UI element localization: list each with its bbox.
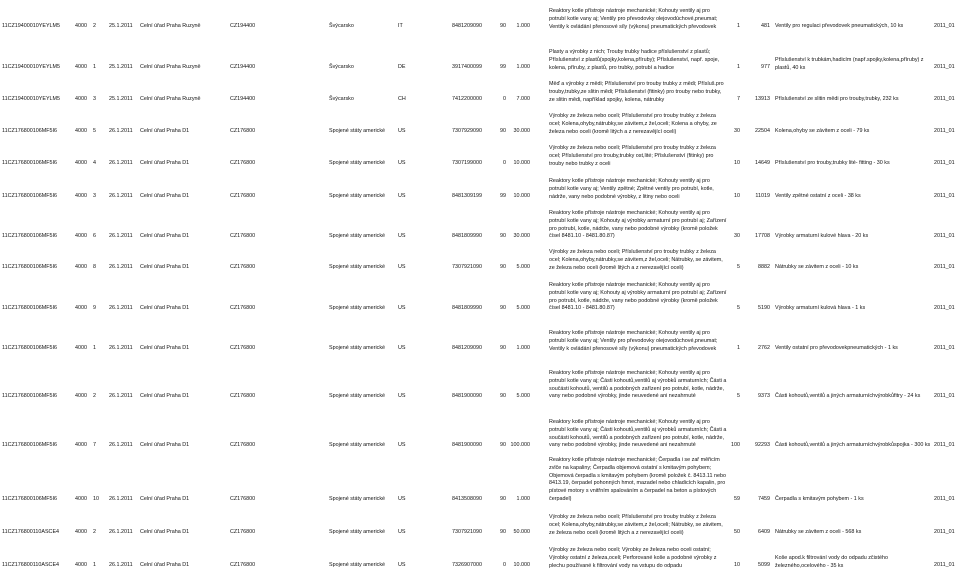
cell-n3: 5099 xyxy=(758,562,770,568)
cell-description: Reaktory kotle přístroje nástroje mechanické; Kohouty ventily aj pro potrubí kotle vany aj; Ventily zpětné; Zpětné ventily pro potrubí, kotle, nádrže, vany nebo podobné výrobky, z litiny nebo oceli xyxy=(549,178,714,200)
cell-cz: CZ176800 xyxy=(230,393,256,399)
cell-country: Švýcarsko xyxy=(329,23,354,29)
cell-val: 7.000 xyxy=(516,96,530,102)
cell-n1: 0 xyxy=(503,96,506,102)
cell-a: 4000 xyxy=(75,96,87,102)
cell-b: 8 xyxy=(93,264,96,270)
cell-cc: CH xyxy=(398,96,406,102)
cell-val: 10.000 xyxy=(513,562,530,568)
cell-n3: 7459 xyxy=(758,496,770,502)
cell-cc: US xyxy=(398,393,406,399)
cell-country: Spojené státy americké xyxy=(329,160,386,166)
cell-b: 2 xyxy=(93,529,96,535)
cell-description: Výrobky ze železa nebo oceli; Příslušenství pro trouby trubky z železa ocel; Příslušenství pro trouby,trubky ost,lité; Příslušenství (fitinky) pro trouby nebo trubky z oceli xyxy=(549,145,716,167)
cell-office: Celní úřad Praha Ruzyně xyxy=(140,64,201,70)
cell-note: Příslušenství pro trouby,trubky lité- fitting - 30 ks xyxy=(775,160,890,166)
cell-yr: 2011_01 xyxy=(934,264,955,270)
cell-b: 3 xyxy=(93,96,96,102)
cell-office: Celní úřad Praha D1 xyxy=(140,393,190,399)
cell-note: Nátrubky se závitem z oceli - 10 ks xyxy=(775,264,859,270)
cell-n3: 13913 xyxy=(755,96,770,102)
cell-val: 5.000 xyxy=(516,264,530,270)
cell-note: Příslušenství ze slitin mědi pro trouby,trubky, 232 ks xyxy=(775,96,899,102)
cell-a: 4000 xyxy=(75,64,87,70)
cell-id: 11CZ176800106MF5I6 xyxy=(2,393,58,399)
cell-note: Nátrubky se závitem z oceli - 568 ks xyxy=(775,529,862,535)
cell-cc: US xyxy=(398,233,406,239)
cell-hs: 8481809990 xyxy=(452,305,482,311)
cell-cz: CZ176800 xyxy=(230,128,256,134)
cell-n1: 99 xyxy=(500,193,506,199)
cell-n3: 11019 xyxy=(755,193,770,199)
cell-cz: CZ194400 xyxy=(230,64,256,70)
cell-cz: CZ176800 xyxy=(230,264,256,270)
cell-n3: 14649 xyxy=(755,160,770,166)
cell-cc: US xyxy=(398,496,406,502)
cell-country: Spojené státy americké xyxy=(329,496,386,502)
cell-cc: US xyxy=(398,345,406,351)
cell-office: Celní úřad Praha D1 xyxy=(140,233,190,239)
cell-description: Reaktory kotle přístroje nástroje mechanické; Kohouty ventily aj pro potrubí kotle vany aj; Ventily pro převodovky olejovodúchové,pneumat; Ventily k ovládání přenosové síly (výkonu) pneumatických převodovek xyxy=(549,330,718,352)
cell-n1: 90 xyxy=(500,393,506,399)
cell-b: 9 xyxy=(93,305,96,311)
cell-hs: 8481209090 xyxy=(452,345,482,351)
cell-description: Reaktory kotle přístroje nástroje mechanické; Kohouty ventily aj pro potrubí kotle vany aj; Ventily pro převodovky olejovodúchové,pneumat; Ventily k ovládání přenosové síly (výkonu) pneumatických převodovek xyxy=(549,8,718,30)
cell-n1: 90 xyxy=(500,496,506,502)
cell-cc: DE xyxy=(398,64,406,70)
cell-a: 4000 xyxy=(75,529,87,535)
cell-date: 26.1.2011 xyxy=(109,160,133,166)
cell-cc: US xyxy=(398,442,406,448)
cell-country: Spojené státy americké xyxy=(329,305,386,311)
cell-hs: 8481809990 xyxy=(452,233,482,239)
cell-id: 11CZ176800106MF5I6 xyxy=(2,128,58,134)
cell-id: 11CZ176800106MF5I6 xyxy=(2,193,58,199)
cell-n2: 30 xyxy=(734,233,740,239)
cell-date: 26.1.2011 xyxy=(109,562,133,568)
cell-n1: 0 xyxy=(503,160,506,166)
cell-val: 30.000 xyxy=(513,233,530,239)
cell-n1: 90 xyxy=(500,529,506,535)
cell-id: 11CZ19400010YEYLM5 xyxy=(2,96,61,102)
cell-cc: US xyxy=(398,128,406,134)
cell-n3: 6409 xyxy=(758,529,770,535)
cell-id: 11CZ176800106MF5I6 xyxy=(2,233,58,239)
cell-country: Spojené státy americké xyxy=(329,345,386,351)
cell-n1: 90 xyxy=(500,233,506,239)
cell-b: 7 xyxy=(93,442,96,448)
cell-a: 4000 xyxy=(75,305,87,311)
cell-cc: US xyxy=(398,160,406,166)
cell-n3: 8882 xyxy=(758,264,770,270)
cell-a: 4000 xyxy=(75,193,87,199)
cell-office: Celní úřad Praha D1 xyxy=(140,529,190,535)
cell-country: Spojené státy americké xyxy=(329,529,386,535)
cell-n3: 2762 xyxy=(758,345,770,351)
cell-hs: 7307199000 xyxy=(452,160,482,166)
cell-office: Celní úřad Praha D1 xyxy=(140,496,190,502)
cell-description: Reaktory kotle přístroje nástroje mechanické; Čerpadla i se zař měřicím zvlče na kapaliny; Čerpadla objemová ostatní s kmitavým pohybem; Objemová čerpadla s kmitavým pohybem (kromě položek č. 8413.11 nebo 8413.19, čerpadel pohonných hmot, mazadel nebo chladicích kapalin, pro pístové motory s vnitřním spalováním a čerpadel na beton a pístových čerpadel) xyxy=(549,457,726,502)
cell-b: 2 xyxy=(93,23,96,29)
cell-cz: CZ176800 xyxy=(230,233,256,239)
cell-description: Výrobky ze železa nebo oceli; Příslušenství pro trouby trubky z železa ocel; Kolena,ohyby,nátrubky,se závitem,z žel,oceli; Nátrubky, se závitem, ze železa nebo oceli (kromě litých a z nerezavějící oceli) xyxy=(549,249,723,271)
cell-country: Švýcarsko xyxy=(329,64,354,70)
cell-b: 10 xyxy=(93,496,99,502)
cell-cc: US xyxy=(398,529,406,535)
cell-country: Spojené státy americké xyxy=(329,233,386,239)
cell-yr: 2011_01 xyxy=(934,96,955,102)
cell-n1: 90 xyxy=(500,23,506,29)
cell-note: Výrobky armaturní kulová hlava - 1 ks xyxy=(775,305,866,311)
cell-n2: 1 xyxy=(737,64,740,70)
cell-cz: CZ176800 xyxy=(230,529,256,535)
cell-a: 4000 xyxy=(75,160,87,166)
cell-cz: CZ176800 xyxy=(230,193,256,199)
cell-description: Výrobky ze železa nebo oceli; Příslušenství pro trouby trubky z železa ocel; Kolena,ohyby,nátrubky,se závitem,z žel,oceli; Nátrubky, se závitem, ze železa nebo oceli (kromě litých a z nerezavějící oceli) xyxy=(549,514,723,536)
cell-cz: CZ194400 xyxy=(230,23,256,29)
cell-a: 4000 xyxy=(75,233,87,239)
cell-a: 4000 xyxy=(75,562,87,568)
cell-description: Výrobky ze železa nebo oceli; Výrobky ze železa nebo oceli ostatní; Výrobky ostatní z železa,oceli; Perforované koše a podobné výrobky z plechu používané k filtrování vody na vstupu do odpadu xyxy=(549,547,717,569)
cell-n3: 17708 xyxy=(755,233,770,239)
cell-a: 4000 xyxy=(75,23,87,29)
cell-cz: CZ176800 xyxy=(230,305,256,311)
cell-val: 1.000 xyxy=(516,23,530,29)
cell-n1: 90 xyxy=(500,264,506,270)
cell-id: 11CZ176800106MF5I6 xyxy=(2,345,58,351)
cell-date: 26.1.2011 xyxy=(109,496,133,502)
cell-id: 11CZ19400010YEYLM5 xyxy=(2,23,61,29)
cell-hs: 7307921090 xyxy=(452,264,482,270)
cell-yr: 2011_01 xyxy=(934,442,955,448)
cell-a: 4000 xyxy=(75,128,87,134)
cell-hs: 8481309199 xyxy=(452,193,482,199)
cell-yr: 2011_01 xyxy=(934,393,955,399)
cell-b: 1 xyxy=(93,345,96,351)
cell-note: Ventily ostatní pro převodovekpneumatických - 1 ks xyxy=(775,345,898,351)
cell-cc: US xyxy=(398,562,406,568)
cell-yr: 2011_01 xyxy=(934,64,955,70)
cell-description: Reaktory kotle přístroje nástroje mechanické; Kohouty ventily aj pro potrubí kotle vany aj; Části kohoutů,ventilů aj výrobků armaturních; Části a součásti kohoutů, ventilů a podobných zařízení pro potrubí, kotle, nádrže, vany nebo podobné výrobky, jinde neuvedené ani nezahrnuté xyxy=(549,370,727,400)
cell-note: Části kohoutů,ventilů a jiných armaturníchvýrobkůspojka - 300 ks xyxy=(775,442,931,448)
cell-description: Měď a výrobky z mědi; Příslušenství pro trouby trubky z mědi; Přísluš.pro trouby,trubky,ze slitin mědi; Příslušenství (fitinky) pro trouby nebo trubky, ze slitin mědi, například spojky, kolena, nátrubky xyxy=(549,81,724,103)
cell-cc: US xyxy=(398,193,406,199)
cell-b: 4 xyxy=(93,160,96,166)
cell-id: 11CZ176800106MF5I6 xyxy=(2,496,58,502)
cell-office: Celní úřad Praha D1 xyxy=(140,305,190,311)
cell-n2: 30 xyxy=(734,128,740,134)
cell-n3: 92293 xyxy=(755,442,770,448)
cell-description: Reaktory kotle přístroje nástroje mechanické; Kohouty ventily aj pro potrubí kotle vany aj; Kohouty aj výrobky armaturní pro potrubí aj; Zařízení pro potrubí, kotle, nádrže, vany nebo podobné výrobky (kromě položek čísel 8481.10 - 8481.80.87) xyxy=(549,282,727,312)
cell-country: Spojené státy americké xyxy=(329,128,386,134)
cell-val: 30.000 xyxy=(513,128,530,134)
cell-n1: 90 xyxy=(500,128,506,134)
cell-id: 11CZ176800106MF5I6 xyxy=(2,442,58,448)
cell-note: Příslušenství k trubkám,hadicím (např.spojky,kolena,příruby) z plastů, 40 ks xyxy=(775,57,924,71)
cell-a: 4000 xyxy=(75,345,87,351)
cell-n3: 5190 xyxy=(758,305,770,311)
cell-id: 11CZ176800110ASCE4 xyxy=(2,529,60,535)
cell-b: 2 xyxy=(93,393,96,399)
cell-description: Reaktory kotle přístroje nástroje mechanické; Kohouty ventily aj pro potrubí kotle vany aj; Kohouty aj výrobky armaturní pro potrubí aj; Zařízení pro potrubí, kotle, nádrže, vany nebo podobné výrobky (kromě položek čísel 8481.10 - 8481.80.87) xyxy=(549,210,727,240)
cell-cz: CZ176800 xyxy=(230,562,256,568)
cell-n2: 50 xyxy=(734,529,740,535)
cell-hs: 7307921090 xyxy=(452,529,482,535)
cell-val: 1.000 xyxy=(516,496,530,502)
cell-note: Čerpadla s kmitavým pohybem - 1 ks xyxy=(775,496,864,502)
cell-id: 11CZ176800110ASCE4 xyxy=(2,562,60,568)
cell-date: 26.1.2011 xyxy=(109,233,133,239)
cell-a: 4000 xyxy=(75,442,87,448)
cell-hs: 8413508090 xyxy=(452,496,482,502)
cell-n2: 10 xyxy=(734,160,740,166)
cell-id: 11CZ176800106MF5I6 xyxy=(2,305,58,311)
cell-val: 5.000 xyxy=(516,393,530,399)
cell-yr: 2011_01 xyxy=(934,305,955,311)
cell-date: 26.1.2011 xyxy=(109,529,133,535)
cell-n2: 59 xyxy=(734,496,740,502)
cell-country: Švýcarsko xyxy=(329,96,354,102)
cell-note: Části kohoutů,ventilů a jiných armaturníchvýrobkůfitry - 24 ks xyxy=(775,393,921,399)
cell-hs: 8481900090 xyxy=(452,393,482,399)
cell-description: Výrobky ze železa nebo oceli; Příslušenství pro trouby trubky z železa ocel; Kolena,ohyby,nátrubky,se závitem,z žel,oceli; Kolena a ohyby, ze železa nebo oceli (kromě litých a z nerezavějící oceli) xyxy=(549,113,717,135)
cell-date: 25.1.2011 xyxy=(109,96,133,102)
cell-office: Celní úřad Praha D1 xyxy=(140,160,190,166)
cell-n2: 10 xyxy=(734,562,740,568)
cell-office: Celní úřad Praha D1 xyxy=(140,264,190,270)
cell-country: Spojené státy americké xyxy=(329,193,386,199)
cell-date: 26.1.2011 xyxy=(109,305,133,311)
cell-cc: US xyxy=(398,305,406,311)
cell-hs: 7412200000 xyxy=(452,96,482,102)
cell-office: Celní úřad Praha D1 xyxy=(140,128,190,134)
cell-yr: 2011_01 xyxy=(934,345,955,351)
cell-val: 5.000 xyxy=(516,305,530,311)
cell-description: Plasty a výrobky z nich; Trouby trubky hadice příslušenství z plastů; Příslušenství z plastů(spojky,kolena,příruby); Příslušenství, např. spoje, kolena, příruby, z plastů, pro trubky, potrubí a hadice xyxy=(549,49,720,71)
cell-note: Ventily pro regulaci převodovek pneumatických, 10 ks xyxy=(775,23,904,29)
cell-n1: 0 xyxy=(503,562,506,568)
cell-val: 100.000 xyxy=(510,442,530,448)
cell-yr: 2011_01 xyxy=(934,562,955,568)
cell-n1: 90 xyxy=(500,442,506,448)
cell-date: 26.1.2011 xyxy=(109,128,133,134)
cell-office: Celní úřad Praha D1 xyxy=(140,442,190,448)
cell-a: 4000 xyxy=(75,496,87,502)
cell-cz: CZ176800 xyxy=(230,496,256,502)
cell-b: 5 xyxy=(93,128,96,134)
cell-cc: US xyxy=(398,264,406,270)
cell-note: Ventily zpětné ostatní z oceli - 38 ks xyxy=(775,193,861,199)
cell-yr: 2011_01 xyxy=(934,529,955,535)
cell-date: 26.1.2011 xyxy=(109,193,133,199)
cell-country: Spojené státy americké xyxy=(329,393,386,399)
cell-date: 25.1.2011 xyxy=(109,64,133,70)
cell-office: Celní úřad Praha Ruzyně xyxy=(140,23,201,29)
cell-yr: 2011_01 xyxy=(934,23,955,29)
cell-cc: IT xyxy=(398,23,403,29)
cell-n2: 1 xyxy=(737,23,740,29)
cell-n2: 7 xyxy=(737,96,740,102)
cell-cz: CZ176800 xyxy=(230,160,256,166)
cell-hs: 3917400099 xyxy=(452,64,482,70)
cell-n2: 5 xyxy=(737,393,740,399)
cell-n2: 5 xyxy=(737,305,740,311)
cell-id: 11CZ19400010YEYLM5 xyxy=(2,64,61,70)
cell-n2: 5 xyxy=(737,264,740,270)
cell-country: Spojené státy americké xyxy=(329,562,386,568)
cell-b: 3 xyxy=(93,193,96,199)
cell-a: 4000 xyxy=(75,264,87,270)
cell-b: 6 xyxy=(93,233,96,239)
cell-n3: 22504 xyxy=(755,128,770,134)
cell-hs: 7326907000 xyxy=(452,562,482,568)
cell-n3: 481 xyxy=(761,23,770,29)
cell-n2: 1 xyxy=(737,345,740,351)
cell-office: Celní úřad Praha D1 xyxy=(140,562,190,568)
cell-date: 26.1.2011 xyxy=(109,442,133,448)
cell-val: 1.000 xyxy=(516,64,530,70)
cell-cz: CZ176800 xyxy=(230,442,256,448)
cell-cz: CZ176800 xyxy=(230,345,256,351)
cell-val: 1.000 xyxy=(516,345,530,351)
cell-yr: 2011_01 xyxy=(934,496,955,502)
cell-n2: 100 xyxy=(731,442,740,448)
cell-val: 50.000 xyxy=(513,529,530,535)
cell-cz: CZ194400 xyxy=(230,96,256,102)
cell-n3: 9373 xyxy=(758,393,770,399)
cell-b: 1 xyxy=(93,64,96,70)
cell-b: 1 xyxy=(93,562,96,568)
cell-yr: 2011_01 xyxy=(934,193,955,199)
cell-n1: 90 xyxy=(500,305,506,311)
cell-hs: 7307929090 xyxy=(452,128,482,134)
cell-date: 25.1.2011 xyxy=(109,23,133,29)
cell-office: Celní úřad Praha Ruzyně xyxy=(140,96,201,102)
cell-a: 4000 xyxy=(75,393,87,399)
cell-val: 10.000 xyxy=(513,160,530,166)
cell-country: Spojené státy americké xyxy=(329,264,386,270)
cell-n1: 99 xyxy=(500,64,506,70)
cell-yr: 2011_01 xyxy=(934,233,955,239)
cell-n2: 10 xyxy=(734,193,740,199)
cell-yr: 2011_01 xyxy=(934,128,955,134)
cell-hs: 8481209090 xyxy=(452,23,482,29)
cell-id: 11CZ176800106MF5I6 xyxy=(2,264,58,270)
cell-country: Spojené státy americké xyxy=(329,442,386,448)
cell-note: Výrobky armaturní kulové hlava - 20 ks xyxy=(775,233,869,239)
cell-yr: 2011_01 xyxy=(934,160,955,166)
cell-n1: 90 xyxy=(500,345,506,351)
cell-date: 26.1.2011 xyxy=(109,393,133,399)
cell-note: Kolena,ohyby se závitem z oceli - 79 ks xyxy=(775,128,870,134)
cell-note: Koše apod.k filtrování vody do odpadu zčistého železného,ocelového - 35 ks xyxy=(775,555,888,569)
cell-date: 26.1.2011 xyxy=(109,345,133,351)
cell-val: 10.000 xyxy=(513,193,530,199)
cell-date: 26.1.2011 xyxy=(109,264,133,270)
cell-description: Reaktory kotle přístroje nástroje mechanické; Kohouty ventily aj pro potrubí kotle vany aj; Části kohoutů,ventilů aj výrobků armaturních; Části a součásti kohoutů, ventilů a podobných zařízení pro potrubí, kotle, nádrže, vany nebo podobné výrobky, jinde neuvedené ani nezahrnuté xyxy=(549,419,727,449)
cell-n3: 977 xyxy=(761,64,770,70)
cell-office: Celní úřad Praha D1 xyxy=(140,345,190,351)
cell-office: Celní úřad Praha D1 xyxy=(140,193,190,199)
cell-hs: 8481900090 xyxy=(452,442,482,448)
cell-id: 11CZ176800106MF5I6 xyxy=(2,160,58,166)
